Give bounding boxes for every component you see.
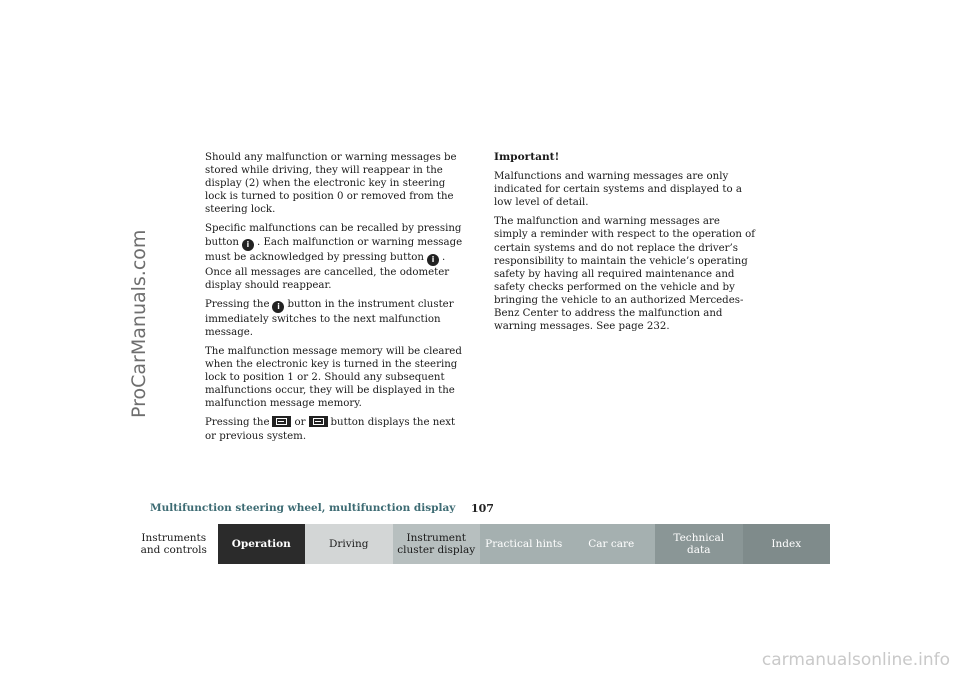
tab-instruments-and-controls[interactable]: Instruments and controls <box>130 524 218 564</box>
i-button-icon: i <box>427 254 439 266</box>
chapter-navigation <box>130 524 830 564</box>
system-previous-button-icon <box>309 416 328 427</box>
tab-instrument-cluster-display[interactable]: Instrument cluster display <box>393 524 481 564</box>
section-title: Multifunction steering wheel, multifunction display <box>150 502 456 514</box>
paragraph-recall-malfunctions: Specific malfunctions can be recalled by pressing button i . Each malfunction or warning message must be acknowledged by pressing button i . Once all messages are cancelled, the odometer display should reappear. <box>205 223 463 291</box>
page-number: 107 <box>471 502 494 515</box>
side-watermark: ProCarManuals.com <box>128 229 150 418</box>
tab-car-care[interactable]: Car care <box>568 524 656 564</box>
paragraph-memory-cleared: The malfunction message memory will be cleared when the electronic key is turned in the steering lock to position 1 or 2. Should any subsequent malfunctions occur, they will be displayed in the malfunction message memory. <box>205 345 462 410</box>
important-heading: Important! <box>494 151 560 163</box>
paragraph-stored-messages: Should any malfunction or warning messages be stored while driving, they will reappear in the display (2) when the electronic key in steering lock is turned to position 0 or removed from the steering lock. <box>205 152 457 216</box>
paragraph-limited-detail: Malfunctions and warning messages are only indicated for certain systems and displayed to a low level of detail. <box>494 171 742 209</box>
paragraph-driver-responsibility: The malfunction and warning messages are simply a reminder with respect to the operation of certain systems and do not replace the driver’s responsibility to maintain the vehicle’s operating safety by having all required maintenance and safety checks performed on the vehicle and by bringing the vehicle to an authorized Mercedes-Benz Center to address the malfunction and warning messages. See page 232. <box>494 216 756 333</box>
tab-operation[interactable]: Operation <box>218 524 306 564</box>
tab-practical-hints[interactable]: Practical hints <box>480 524 568 564</box>
paragraph-system-select: Pressing the or button displays the next or previous system. <box>205 417 456 442</box>
running-head <box>150 502 830 518</box>
left-text-column <box>205 151 467 449</box>
i-button-icon: i <box>242 239 254 251</box>
system-next-button-icon <box>272 416 291 427</box>
i-button-icon: i <box>272 301 284 313</box>
paragraph-next-message: Pressing the i button in the instrument cluster immediately switches to the next malfunction message. <box>205 298 454 338</box>
bottom-watermark: carmanualsonline.info <box>761 650 950 670</box>
right-text-column <box>494 151 756 339</box>
tab-index[interactable]: Index <box>743 524 831 564</box>
tab-driving[interactable]: Driving <box>305 524 393 564</box>
tab-technical-data[interactable]: Technical data <box>655 524 743 564</box>
